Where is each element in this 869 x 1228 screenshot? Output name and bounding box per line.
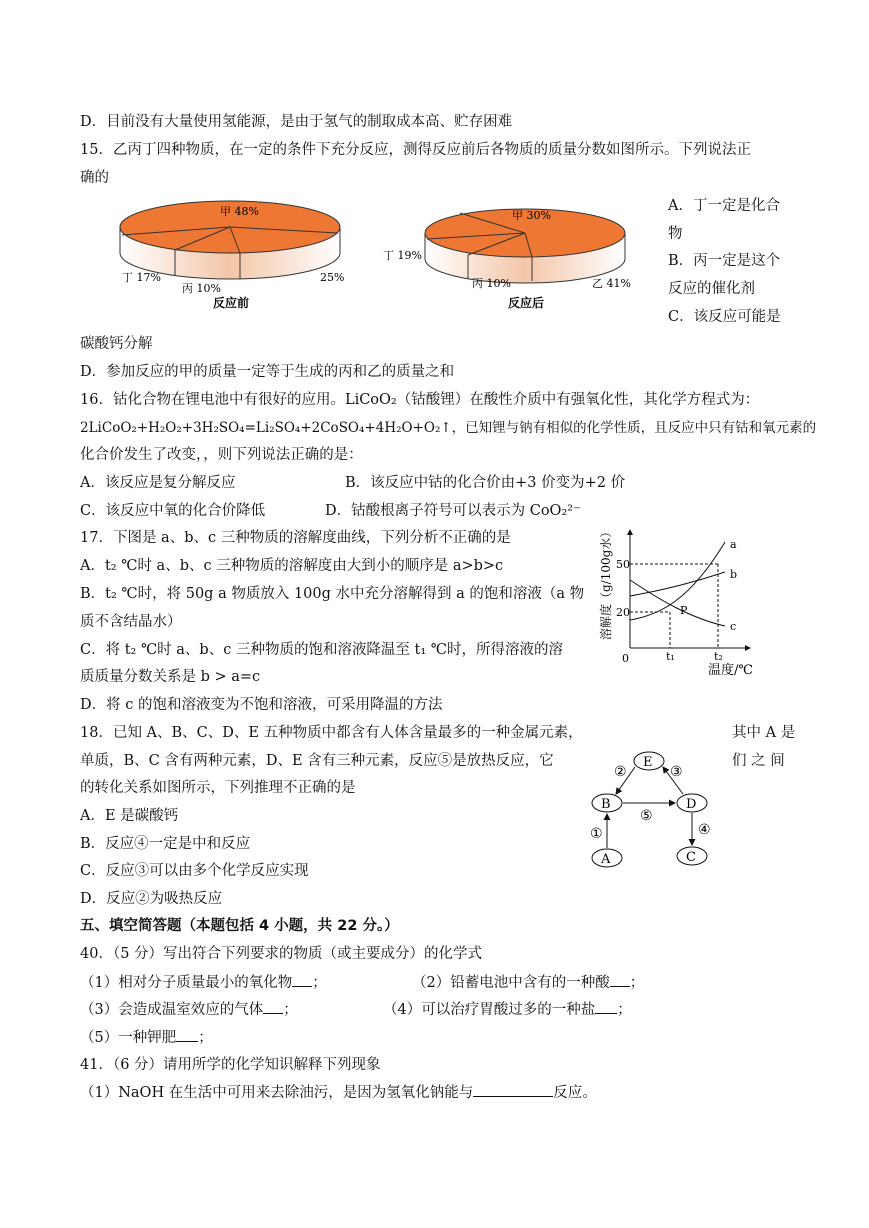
pie-before-yi: 25% [320,271,345,284]
q18-stem: 18．已知 A、B、C、D、E 五种物质中都含有人体含量最多的一种金属元素， [80,725,583,741]
point-p-label: P [680,604,688,617]
reaction-1: ① [590,826,603,842]
pie-after-ding: 丁 19% [383,249,422,262]
q40-p4-text: （4）可以治疗胃酸过多的一种盐 [383,1002,596,1018]
node-d: D [686,797,697,812]
q18-stem-right: 其中 A 是 [732,725,796,741]
q40-p1-blank[interactable] [292,972,312,987]
q41-p1-end: 反应。 [553,1085,597,1101]
reaction-5: ⑤ [640,808,653,824]
q15-option-d: D．参加反应的甲的质量一定等于生成的丙和乙的质量之和 [80,364,455,380]
q41-p1-blank[interactable] [473,1082,553,1097]
q17-option-b-cont: 质不含结晶水） [80,614,182,630]
q16-stem: 16．钴化合物在锂电池中有很好的应用。LiCoO₂（钴酸锂）在酸性介质中有强氧化性，其化学方程式为： [80,392,760,408]
reaction-3: ③ [670,764,683,780]
q41-stem: 41．（6 分）请用所学的化学知识解释下列现象 [80,1057,381,1073]
q40-p5-blank[interactable] [176,1027,198,1042]
q16-stem-cont: 化合价发生了改变，，则下列说法正确的是： [80,447,363,463]
q17-option-c: C．将 t₂ ℃时 a、b、c 三种物质的饱和溶液降温至 t₁ ℃时，所得溶液的溶 [80,642,564,658]
q18-option-b: B．反应④一定是中和反应 [80,836,251,852]
q41-p1-text: （1）NaOH 在生活中可用来去除油污，是因为氢氧化钠能与 [80,1085,474,1101]
node-b: B [601,797,611,812]
q16-option-c: C．该反应中氧的化合价降低 [80,503,266,519]
q15-option-b: B．丙一定是这个 [668,253,781,269]
q16-option-d: D．钴酸根离子符号可以表示为 CoO₂²⁻ [325,503,581,519]
q40-p2-semi: ； [629,975,645,991]
q17-option-c-cont: 质质量分数关系是 b > a=c [80,669,261,685]
curve-c-label: c [730,620,737,633]
chart-y20: 20 [616,606,630,619]
q18-stem-2-right: 们 之 间 [732,753,785,769]
q17-option-d: D．将 c 的饱和溶液变为不饱和溶液，可采用降温的方法 [80,697,443,713]
q40-p3-text: （3）会造成温室效应的气体 [80,1002,264,1018]
q40-part-3 [80,999,298,1020]
q40-part-2 [412,972,644,993]
q40-p3-semi: ； [283,1002,298,1018]
q18-option-c: C．反应③可以由多个化学反应实现 [80,863,309,879]
node-a: A [601,852,611,867]
q17-stem: 17．下图是 a、b、c 三种物质的溶解度曲线，下列分析不正确的是 [80,530,511,546]
curve-b-label: b [730,568,738,581]
q15-pie-charts [100,195,660,320]
chart-origin: 0 [622,652,629,665]
q40-part-5 [80,1027,213,1048]
q40-p5-text: （5）一种钾肥 [80,1030,177,1046]
pie-before-ding: 丁 17% [122,271,161,284]
q15-stem: 15．乙丙丁四种物质，在一定的条件下充分反应，测得反应前后各物质的质量分数如图所示。下列说法正 [80,142,751,158]
chart-t2: t₂ [714,650,723,663]
q16-option-b: B．该反应中钴的化合价由+3 价变为+2 价 [345,475,626,491]
reaction-4: ④ [698,822,711,838]
reaction-2: ② [614,764,627,780]
q41-part-1 [80,1082,597,1103]
q40-p5-semi: ； [198,1030,213,1046]
pie-before-jia: 甲 48% [220,205,259,218]
q15-option-c: C．该反应可能是 [668,309,781,325]
pie-after-yi: 乙 41% [592,277,631,290]
q40-p3-blank[interactable] [263,999,283,1014]
pie-after-caption: 反应后 [508,296,545,310]
chart-t1: t₁ [666,650,675,663]
q15-option-b-cont: 反应的催化剂 [668,281,755,297]
q17-option-a: A．t₂ ℃时 a、b、c 三种物质的溶解度由大到小的顺序是 a>b>c [80,558,504,574]
chart-ylabel: 溶解度（g/100g水） [599,525,613,640]
q40-p1-semi: ； [312,975,327,991]
q15-stem-cont: 确的 [80,170,109,186]
node-e: E [643,755,653,770]
curve-c [630,580,725,626]
q16-equation: 2LiCoO₂+H₂O₂+3H₂SO₄=Li₂SO₄+2CoSO₄+4H₂O+O₂↑，已知锂与钠有相似的化学性质，且反应中只有钴和氧元素的 [80,420,817,436]
q17-option-b: B．t₂ ℃时，将 50g a 物质放入 100g 水中充分溶解得到 a 的饱和溶液（a 物 [80,586,585,602]
chart-y50: 50 [616,558,630,571]
pie-after-bing: 丙 10% [472,277,511,290]
q15-option-a-cont: 物 [668,226,683,242]
conversion-diagram [580,748,730,873]
pie-after-jia: 甲 30% [512,209,551,222]
solubility-chart [590,520,780,680]
chart-xlabel: 温度/℃ [708,663,753,678]
q15-option-a: A．丁一定是化合 [668,198,780,214]
q40-part-4 [383,999,632,1020]
q40-part-1 [80,972,327,993]
pie-before-caption: 反应前 [213,296,250,310]
q40-p4-blank[interactable] [595,999,617,1014]
q40-p1-text: （1）相对分子质量最小的氧化物 [80,975,293,991]
node-c: C [686,850,696,865]
q40-p2-blank[interactable] [610,972,630,987]
q18-stem-2: 单质，B、C 含有两种元素，D、E 含有三种元素，反应⑤是放热反应，它 [80,753,554,769]
q40-stem: 40．（5 分）写出符合下列要求的物质（或主要成分）的化学式 [80,946,483,962]
pie-after [383,209,631,310]
q18-option-a: A．E 是碳酸钙 [80,808,179,824]
pie-before-bing: 丙 10% [182,282,221,295]
q40-p4-semi: ； [617,1002,632,1018]
curve-a-label: a [730,538,737,551]
q16-option-a: A．该反应是复分解反应 [80,475,236,491]
pie-before [120,201,344,310]
q15-option-c-cont: 碳酸钙分解 [80,336,153,352]
q18-option-d: D．反应②为吸热反应 [80,891,223,907]
q40-p2-text: （2）铅蓄电池中含有的一种酸 [412,975,610,991]
q14-option-d: D．目前没有大量使用氢能源，是由于氢气的制取成本高、贮存困难 [80,114,513,130]
q18-stem-3: 的转化关系如图所示，下列推理不正确的是 [80,780,356,796]
curve-b [630,572,725,596]
section-5-heading: 五、填空简答题（本题包括 4 小题，共 22 分。） [80,918,399,934]
